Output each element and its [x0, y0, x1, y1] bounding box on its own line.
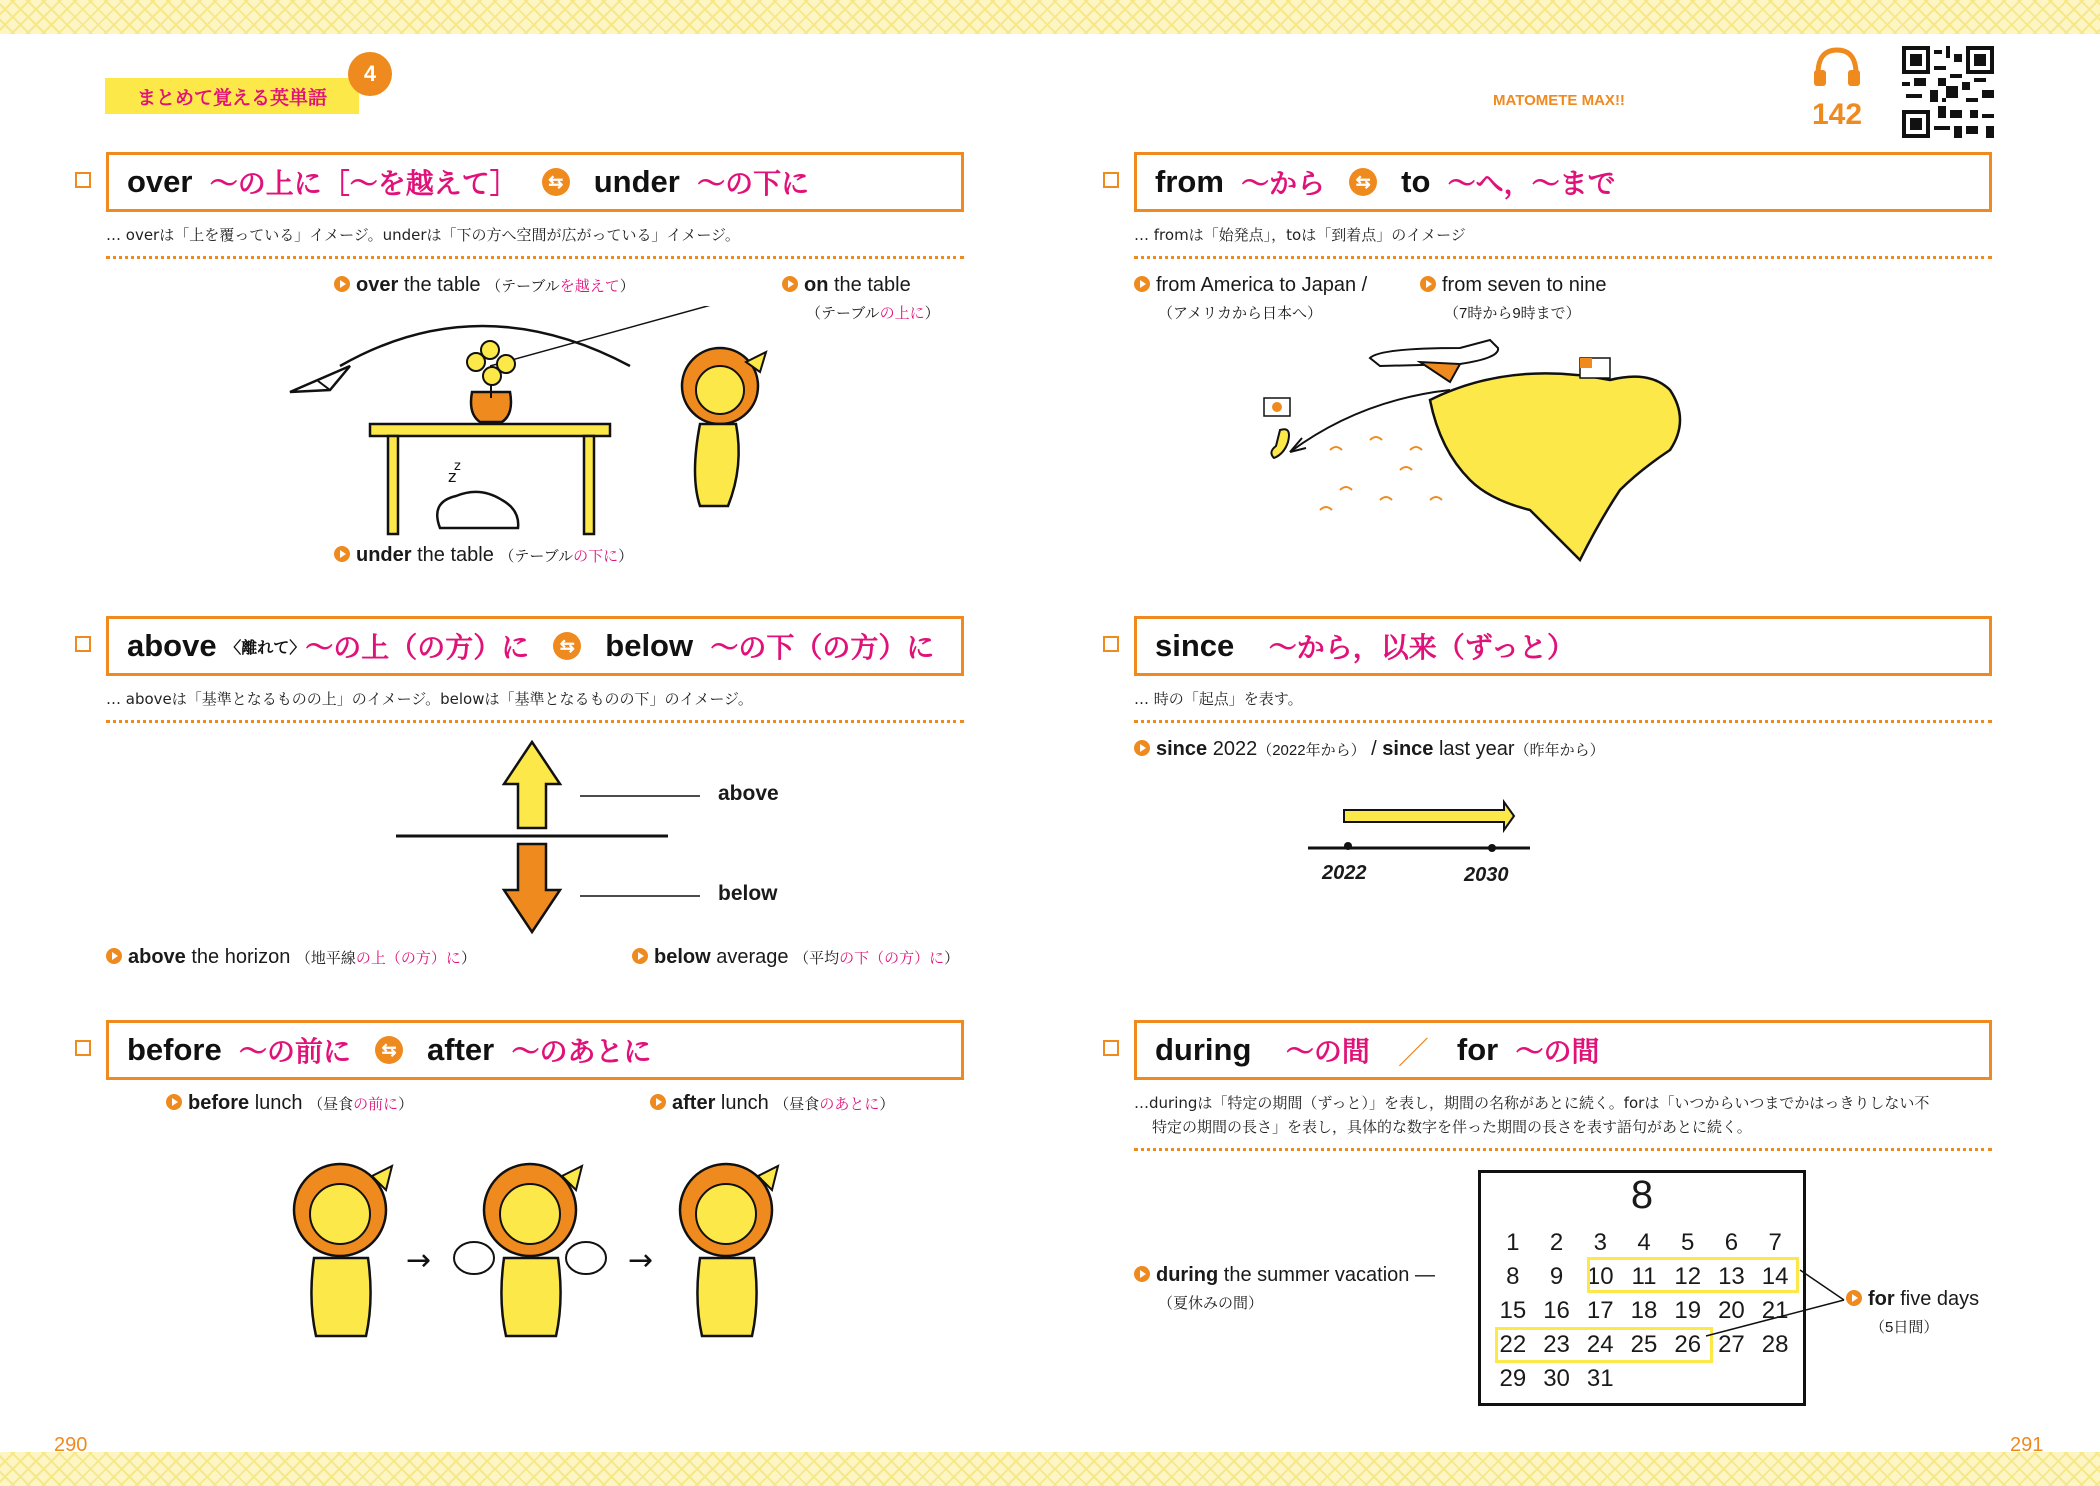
example-below-average: below average （平均の下（の方）に）	[632, 946, 959, 969]
calendar-day: 27	[1718, 1331, 1745, 1358]
table-illustration	[280, 306, 780, 546]
page-number-left: 290	[54, 1434, 88, 1456]
calendar-day: 6	[1724, 1229, 1739, 1256]
swap-icon: ⇆	[1349, 168, 1377, 196]
example-from-seven-ja: （7時から9時まで）	[1444, 305, 1581, 322]
calendar-day: 29	[1499, 1365, 1527, 1392]
calendar-day: 19	[1674, 1297, 1702, 1324]
example-before-lunch: before lunch （昼食の前に）	[166, 1092, 413, 1115]
divider	[106, 720, 964, 723]
qr-code[interactable]	[1902, 46, 1994, 138]
year-2030: 2030	[1464, 864, 1509, 886]
calendar-day: 8	[1506, 1263, 1520, 1290]
calendar-day: 26	[1674, 1331, 1702, 1358]
word-over: over	[127, 164, 193, 199]
header-before-after	[106, 1020, 964, 1080]
play-icon	[334, 546, 350, 562]
meaning-above: 〜の上（の方）に	[305, 632, 530, 663]
note-above: 〈離れて〉	[225, 639, 306, 657]
svg-text:→: →	[628, 1243, 654, 1278]
example-on-table: on the table	[782, 274, 911, 297]
calendar-day: 9	[1549, 1263, 1564, 1290]
chapter-number-badge: 4	[348, 52, 392, 96]
desc-during-2: 特定の期間の長さ」を表し，具体的な数字を伴った期間の長さを表す語句があとに続く。	[1152, 1118, 1752, 1136]
calendar-day: 22	[1499, 1331, 1527, 1358]
example-during: during the summer vacation —	[1134, 1264, 1435, 1287]
meaning-over: 〜の上に［〜を越えて］	[209, 168, 518, 199]
example-from-america-ja: （アメリカから日本へ）	[1158, 305, 1322, 322]
chapter-label: まとめて覚える英単語	[136, 86, 327, 109]
meaning-under: 〜の下に	[697, 168, 810, 199]
example-over-table: over the table （テーブルを越えて）	[334, 274, 635, 297]
meaning-to: 〜へ，〜まで	[1447, 168, 1616, 199]
calendar-day: 16	[1543, 1297, 1570, 1324]
chapter-tag	[105, 78, 359, 114]
play-icon	[650, 1094, 666, 1110]
headphones-icon	[1812, 44, 1862, 88]
word-from: from	[1155, 164, 1224, 199]
meaning-after: 〜のあとに	[511, 1036, 652, 1067]
highlight-week-4	[1495, 1327, 1713, 1363]
meaning-for: 〜の間	[1515, 1036, 1600, 1067]
calendar-day: 20	[1718, 1297, 1745, 1324]
checkbox-over[interactable]	[75, 172, 91, 188]
checkbox-above[interactable]	[75, 636, 91, 652]
meaning-from: 〜から	[1241, 168, 1326, 199]
calendar-day: 30	[1543, 1365, 1570, 1392]
page-number-right: 291	[2010, 1434, 2044, 1456]
play-icon	[632, 948, 648, 964]
calendar-day: 13	[1718, 1263, 1745, 1290]
calendar-day: 4	[1637, 1229, 1651, 1256]
example-under-table: under the table （テーブルの下に）	[334, 544, 633, 567]
play-icon	[106, 948, 122, 964]
svg-text:→: →	[406, 1243, 432, 1278]
divider	[1134, 256, 1992, 259]
divider	[106, 256, 964, 259]
play-icon	[1134, 276, 1150, 292]
checkbox-since[interactable]	[1103, 636, 1119, 652]
series-label: MATOMETE MAX!!	[1493, 92, 1625, 109]
example-after-lunch: after lunch （昼食のあとに）	[650, 1092, 894, 1115]
word-after: after	[427, 1032, 495, 1067]
example-above-horizon: above the horizon （地平線の上（の方）に）	[106, 946, 476, 969]
word-during: during	[1155, 1032, 1252, 1067]
above-below-arrows	[390, 740, 710, 940]
play-icon	[1134, 740, 1150, 756]
calendar-day: 18	[1630, 1297, 1658, 1324]
word-above: above	[127, 628, 217, 663]
swap-icon: ⇆	[542, 168, 570, 196]
example-since: since 2022（2022年から） / since last year（昨年から）	[1134, 738, 1605, 761]
header-since	[1134, 616, 1992, 676]
desc-over: … overは「上を覆っている」イメージ。underは「下の方へ空間が広がっている」イメージ。	[106, 226, 740, 244]
word-below: below	[605, 628, 694, 663]
meaning-before: 〜の前に	[238, 1036, 351, 1067]
timeline-illustration	[1300, 796, 1540, 866]
checkbox-from[interactable]	[1103, 172, 1119, 188]
word-to: to	[1401, 164, 1431, 199]
map-flight-illustration	[1250, 330, 1710, 570]
desc-from: … fromは「始発点」，toは「到着点」のイメージ	[1134, 226, 1466, 244]
checkbox-before[interactable]	[75, 1040, 91, 1056]
calendar-day: 21	[1761, 1297, 1789, 1324]
play-icon	[334, 276, 350, 292]
calendar-day: 23	[1543, 1331, 1570, 1358]
example-on-table-ja: （テーブルの上に）	[806, 305, 940, 322]
divider	[1134, 1148, 1992, 1151]
word-under: under	[593, 164, 680, 199]
calendar-day: 25	[1630, 1331, 1658, 1358]
checkbox-during[interactable]	[1103, 1040, 1119, 1056]
svg-text:z: z	[454, 459, 461, 474]
calendar-day: 12	[1674, 1263, 1702, 1290]
meaning-below: 〜の下（の方）に	[710, 632, 935, 663]
calendar-day: 31	[1586, 1365, 1614, 1392]
example-from-seven: from seven to nine	[1420, 274, 1607, 297]
calendar-day: 15	[1499, 1297, 1527, 1324]
header-from-to	[1134, 152, 1992, 212]
header-over-under	[106, 152, 964, 212]
example-during-ja: （夏休みの間）	[1158, 1295, 1264, 1312]
header-during-for	[1134, 1020, 1992, 1080]
calendar-day: 28	[1761, 1331, 1789, 1358]
calendar-day: 7	[1768, 1229, 1782, 1256]
word-before: before	[127, 1032, 222, 1067]
for-connector-lines	[1700, 1250, 1850, 1350]
svg-text:z: z	[448, 467, 457, 486]
meaning-during: 〜の間	[1285, 1036, 1370, 1067]
example-from-america: from America to Japan /	[1134, 274, 1367, 297]
word-since: since	[1155, 628, 1235, 663]
desc-since: … 時の「起点」を表す。	[1134, 690, 1303, 708]
word-for: for	[1456, 1032, 1499, 1067]
calendar-day: 2	[1549, 1229, 1564, 1256]
swap-icon: ⇆	[553, 632, 581, 660]
divider	[1134, 720, 1992, 723]
play-icon	[782, 276, 798, 292]
swap-icon: ⇆	[375, 1036, 403, 1064]
example-for-ja: （5日間）	[1870, 1319, 1939, 1336]
play-icon	[166, 1094, 182, 1110]
example-for: for five days	[1846, 1288, 1979, 1311]
label-below: below	[718, 882, 778, 905]
calendar-day: 24	[1586, 1331, 1614, 1358]
year-2022: 2022	[1322, 862, 1367, 884]
calendar-day: 3	[1593, 1229, 1607, 1256]
play-icon	[1420, 276, 1436, 292]
desc-during-1: …duringは「特定の期間（ずっと）」を表し，期間の名称があとに続く。forは「いつからいつまでかはっきりしない不	[1134, 1094, 1930, 1112]
separator: ／	[1397, 1035, 1429, 1071]
desc-above: … aboveは「基準となるものの上」のイメージ。belowは「基準となるものの下」のイメージ。	[106, 690, 753, 708]
play-icon	[1134, 1266, 1150, 1282]
meaning-since: 〜から，以来（ずっと）	[1268, 632, 1576, 663]
header-above-below	[106, 616, 964, 676]
calendar-month: 8	[1630, 1173, 1654, 1217]
calendar-day: 11	[1631, 1263, 1657, 1290]
label-above: above	[718, 782, 779, 805]
audio-track-number: 142	[1812, 98, 1863, 131]
calendar-day: 17	[1586, 1297, 1614, 1324]
calendar-day: 1	[1506, 1229, 1520, 1256]
lion-lunch-illustration	[280, 1150, 800, 1340]
calendar-day: 5	[1681, 1229, 1695, 1256]
calendar-day: 10	[1586, 1263, 1614, 1290]
calendar-day: 14	[1761, 1263, 1789, 1290]
